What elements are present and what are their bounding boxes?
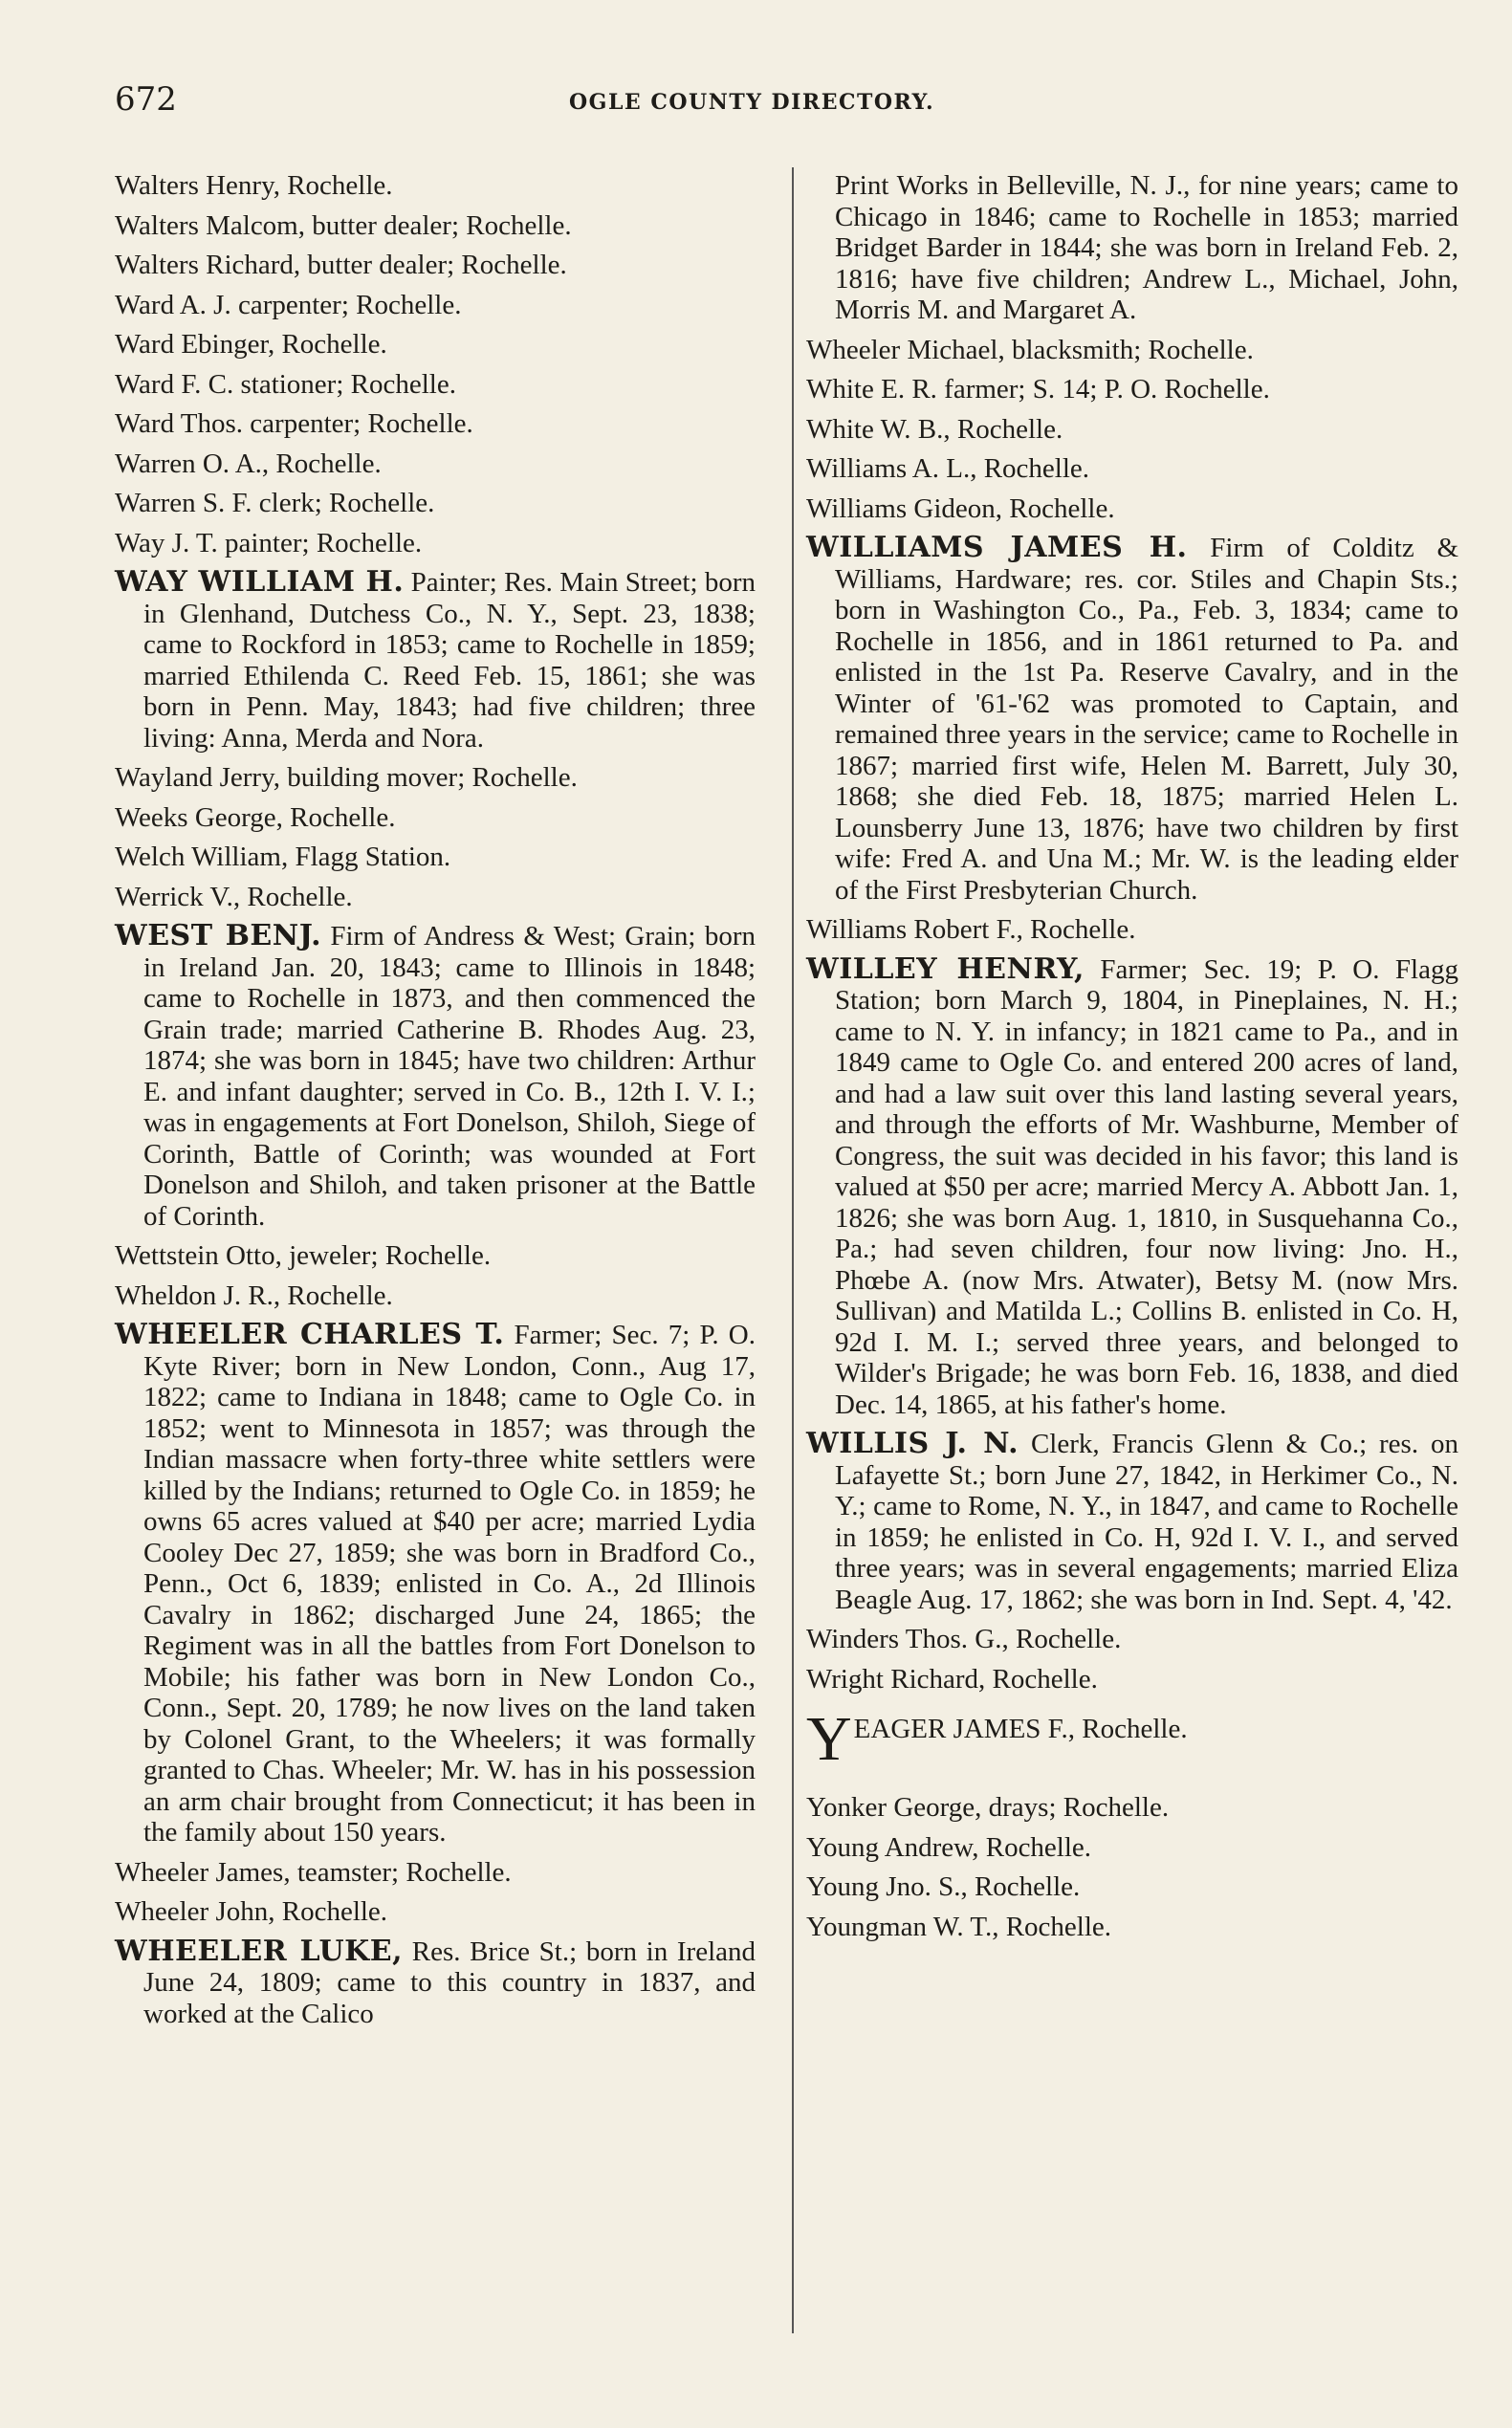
entry-text: Firm of Colditz & Williams, Hardware; res. cor. Stiles and Chapin Sts.; born in Washington Co., Pa., Feb. 3, 1834; came to Rochelle in 1856, and in 1861 returned to Pa. and enlisted in the 1st Pa. Reserve Cavalry, and in the Winter of '61-'62 was promoted to Captain, and remained three years in the service; came to Rochelle in 1867; married first wife, Helen M. Barrett, July 30, 1868; she died Feb. 18, 1875; married Helen L. Lounsberry June 13, 1876; have two children by first wife: Fred A. and Una M.; Mr. W. is the leading elder of the First Presbyterian Church. — [835, 533, 1459, 906]
directory-entry: Ward Ebinger, Rochelle. — [115, 329, 387, 360]
directory-entry: Wettstein Otto, jeweler; Rochelle. — [115, 1240, 492, 1271]
entry-name: WILLIAMS JAMES H. — [806, 531, 1188, 564]
directory-entry: Way J. T. painter; Rochelle. — [115, 527, 423, 558]
directory-entry: Wheeler John, Rochelle. — [115, 1896, 388, 1927]
directory-entry: Ward Thos. carpenter; Rochelle. — [115, 408, 473, 439]
entry-name: WHEELER CHARLES T. — [115, 1318, 505, 1351]
entry-text: EAGER JAMES F., Rochelle. — [853, 1714, 1188, 1744]
biography-entry — [115, 921, 756, 1232]
directory-entry: Williams Robert F., Rochelle. — [806, 914, 1136, 945]
biography-entry — [806, 954, 1458, 1421]
directory-entry: Williams A. L., Rochelle. — [806, 453, 1090, 484]
biography-entry — [115, 1936, 756, 2030]
entry-name: WHEELER LUKE, — [115, 1934, 404, 1968]
running-title: OGLE COUNTY DIRECTORY. — [569, 90, 935, 115]
page-number: 672 — [115, 80, 177, 119]
directory-entry: White E. R. farmer; S. 14; P. O. Rochelle. — [806, 374, 1270, 405]
directory-entry: Ward A. J. carpenter; Rochelle. — [115, 289, 462, 320]
directory-entry: Yonker George, drays; Rochelle. — [806, 1792, 1170, 1823]
directory-entry: Warren O. A., Rochelle. — [115, 448, 382, 479]
entry-text: Firm of Andress & West; Grain; born in Ireland Jan. 20, 1843; came to Illinois in 1848; came to Rochelle in 1873, and then commenced the Grain trade; married Catherine B. Rhodes Aug. 23, 1874; she was born in 1845; have two children: Arthur E. and infant daughter; served in Co. B., 12th I. V. I.; was in engagements at Fort Donelson, Shiloh, Siege of Corinth, Battle of Corinth; was wounded at Fort Donelson and Shiloh, and taken prisoner at the Battle of Corinth. — [143, 921, 756, 1232]
directory-entry: Werrick V., Rochelle. — [115, 881, 353, 912]
directory-entry: Winders Thos. G., Rochelle. — [806, 1624, 1122, 1654]
entry-text: Res. Brice St.; born in Ireland June 24, 1809; came to this country in 1837, and worked at the Calico — [143, 1936, 756, 2029]
directory-entry: Young Andrew, Rochelle. — [806, 1831, 1092, 1863]
biography-continuation: Print Works in Belleville, N. J., for nine years; came to Chicago in 1846; came to Rochelle in 1853; married Bridget Barder in 1844; she was born in Ireland Feb. 2, 1816; have five children; Andrew L., Michael, John, Morris M. and Margaret A. — [835, 170, 1458, 325]
directory-entry: Walters Malcom, butter dealer; Rochelle. — [115, 209, 572, 241]
directory-entry: Weeks George, Rochelle. — [115, 801, 396, 833]
biography-entry — [115, 567, 756, 754]
page-header — [115, 80, 1454, 128]
entry-name: WEST BENJ. — [115, 919, 322, 952]
column-divider — [792, 167, 794, 2333]
directory-entry: Young Jno. S., Rochelle. — [806, 1871, 1081, 1902]
biography-entry — [806, 1429, 1458, 1615]
section-start-entry — [806, 1714, 1458, 1763]
entry-name: WILLEY HENRY, — [806, 952, 1085, 986]
drop-cap-initial: Y — [806, 1714, 852, 1763]
left-column — [115, 170, 756, 2038]
biography-entry — [115, 1320, 756, 1848]
directory-entry: Wayland Jerry, building mover; Rochelle. — [115, 762, 578, 793]
directory-entry: Wheeler Michael, blacksmith; Rochelle. — [806, 334, 1254, 365]
directory-entry: White W. B., Rochelle. — [806, 413, 1063, 445]
entry-text: Painter; Res. Main Street; born in Glenhand, Dutchess Co., N. Y., Sept. 23, 1838; came to Rockford in 1853; came to Rochelle in 1859; married Ethilenda C. Reed Feb. 15, 1861; she was born in Penn. May, 1843; had five children; three living: Anna, Merda and Nora. — [143, 567, 756, 754]
directory-entry: Walters Henry, Rochelle. — [115, 170, 393, 201]
directory-entry: Youngman W. T., Rochelle. — [806, 1911, 1112, 1942]
entry-name: WILLIS J. N. — [806, 1427, 1019, 1460]
directory-entry: Williams Gideon, Rochelle. — [806, 492, 1115, 524]
entry-text: Farmer; Sec. 7; P. O. Kyte River; born in New London, Conn., Aug 17, 1822; came to Indiana in 1848; came to Ogle Co. in 1852; went to Minnesota in 1857; was through the Indian massacre when forty-three white settlers were killed by the Indians; returned to Ogle Co. in 1859; he owns 65 acres valued at $40 per acre; married Lydia Cooley Dec 27, 1859; she was born in Bradford Co., Penn., Oct 6, 1839; enlisted in Co. A., 2d Illinois Cavalry in 1862; discharged June 24, 1865; the Regiment was in all the battles from Fort Donelson to Mobile; his father was born in New London Co., Conn., Sept. 20, 1789; he now lives on the land taken by Colonel Grant, to the Wheelers; it was formally granted to Chas. Wheeler; Mr. W. has in his possession an arm chair brought from Connecticut; it has been in the family about 150 years. — [143, 1320, 756, 1848]
directory-entry: Walters Richard, butter dealer; Rochelle. — [115, 250, 567, 280]
directory-entry: Ward F. C. stationer; Rochelle. — [115, 368, 456, 400]
biography-entry — [806, 533, 1458, 906]
directory-entry: Wheldon J. R., Rochelle. — [115, 1280, 393, 1311]
directory-entry: Wheeler James, teamster; Rochelle. — [115, 1856, 512, 1888]
right-column — [806, 170, 1458, 1951]
entry-text: Farmer; Sec. 19; P. O. Flagg Station; born March 9, 1804, in Pineplaines, N. H.; came to N. Y. in infancy; in 1821 came to Pa., and in 1849 came to Ogle Co. and entered 200 acres of land, and had a law suit over this land lasting several years, and through the efforts of Mr. Washburne, Member of Congress, the suit was decided in his favor; this land is valued at $50 per acre; married Mercy A. Abbott Jan. 1, 1826; she was born Aug. 1, 1810, in Susquehanna Co., Pa.; had seven children, four now living: Jno. H., Phœbe A. (now Mrs. Atwater), Betsy M. (now Mrs. Sullivan) and Matilda L.; Collins B. enlisted in Co. H, 92d I. M. I.; served three years, and belonged to Wilder's Brigade; he was born Feb. 16, 1838, and died Dec. 14, 1865, at his father's home. — [835, 953, 1458, 1420]
entry-text: Clerk, Francis Glenn & Co.; res. on Lafayette St.; born June 27, 1842, in Herkimer Co., N. Y.; came to Rome, N. Y., in 1847, and came to Rochelle in 1859; he enlisted in Co. H, 92d I. V. I., and served three years; was in several engagements; married Eliza Beagle Aug. 17, 1862; she was born in Ind. Sept. 4, '42. — [835, 1429, 1458, 1615]
directory-entry: Welch William, Flagg Station. — [115, 842, 451, 872]
directory-entry: Warren S. F. clerk; Rochelle. — [115, 488, 435, 518]
directory-entry: Wright Richard, Rochelle. — [806, 1663, 1098, 1695]
entry-name: WAY WILLIAM H. — [115, 565, 405, 599]
